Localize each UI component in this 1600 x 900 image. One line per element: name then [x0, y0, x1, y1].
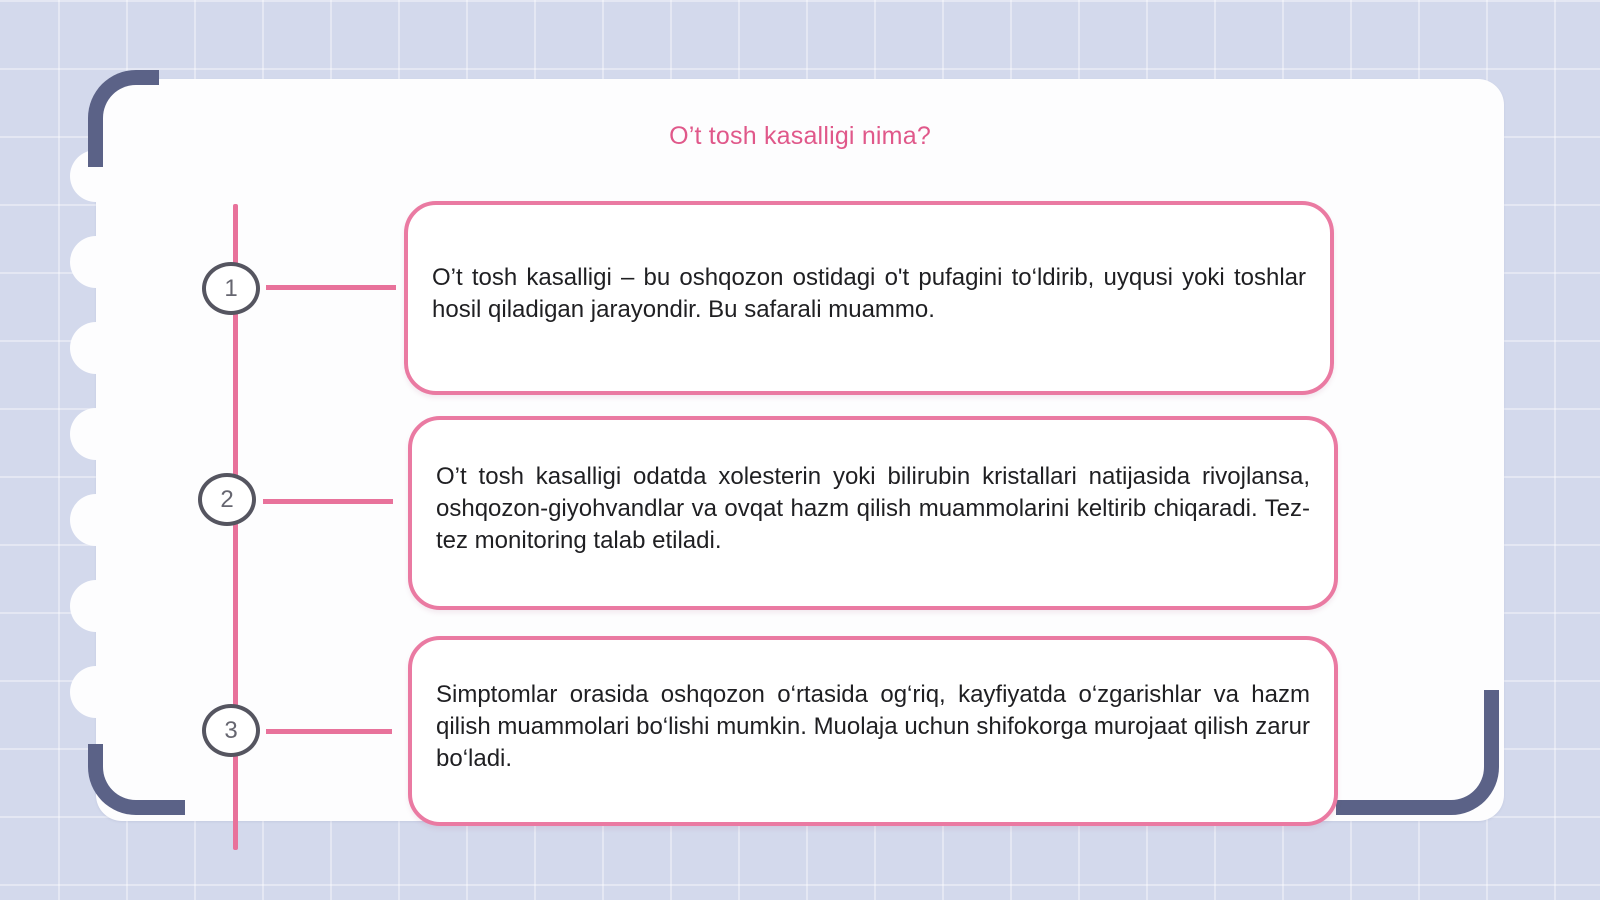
paper-scallop: [70, 236, 124, 288]
corner-bracket-top-left: [88, 70, 159, 167]
step-card-3: [408, 636, 1338, 826]
paper-scallop: [70, 322, 124, 374]
step-text-2: O’t tosh kasalligi odatda xolesterin yoki bilirubin kristallari natijasida rivojlansa, oshqozon-giyohvandlar va ovqat hazm qilish muammolarini keltirib chiqaradi. Tez-tez monitoring talab etiladi.: [436, 463, 1310, 554]
timeline-connector-3: [266, 729, 392, 734]
step-card-2: [408, 416, 1338, 610]
paper-scallop: [70, 408, 124, 460]
paper-scallop: [70, 666, 124, 718]
step-text-3: Simptomlar orasida oshqozon o‘rtasida og‘riq, kayfiyatda o‘zgarishlar va hazm qilish muammolari bo‘lishi mumkin. Muolaja uchun shifokorga murojaat qilish zarur bo‘ladi.: [436, 681, 1310, 772]
paper-scallop: [70, 494, 124, 546]
slide-title: O’t tosh kasalligi nima?: [669, 122, 931, 150]
step-text-1: O’t tosh kasalligi – bu oshqozon ostidagi o't pufagini to‘ldirib, uyqusi yoki toshlar hosil qiladigan jarayondir. Bu safarali muammo.: [432, 264, 1306, 323]
paper-scallop: [70, 580, 124, 632]
step-number-2: 2: [198, 473, 256, 526]
step-number-1: 1: [202, 262, 260, 315]
timeline-connector-2: [263, 499, 393, 504]
timeline-connector-1: [266, 285, 396, 290]
corner-bracket-bottom-right: [1336, 690, 1499, 815]
step-number-3: 3: [202, 704, 260, 757]
step-card-1: [404, 201, 1334, 395]
